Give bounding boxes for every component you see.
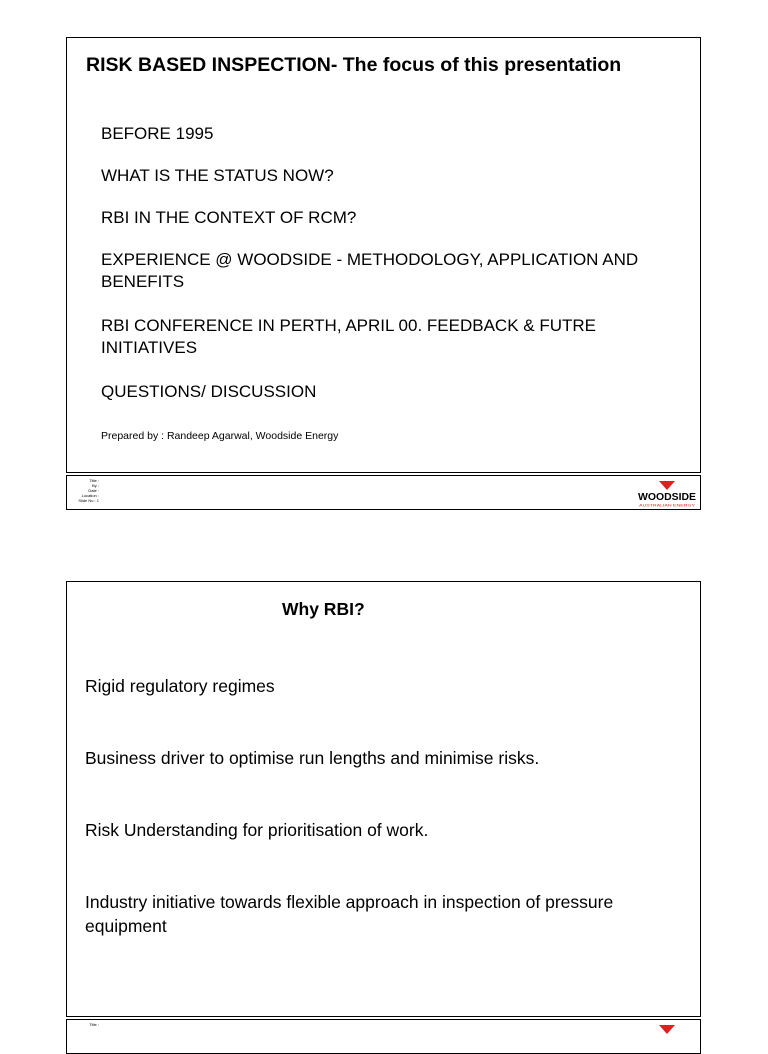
list-item: RBI CONFERENCE IN PERTH, APRIL 00. FEEDBACK & FUTRE INITIATIVES	[101, 316, 596, 357]
slide-1	[66, 37, 701, 473]
woodside-logo	[637, 1024, 697, 1052]
slide-1-footer	[66, 475, 701, 510]
footer-location-label: Location :	[81, 493, 99, 498]
svg-text:WOODSIDE: WOODSIDE	[638, 492, 697, 503]
slide-2	[66, 581, 701, 1017]
slide-2-footer	[66, 1019, 701, 1054]
prepared-by: Prepared by : Randeep Agarwal, Woodside Energy	[101, 430, 339, 442]
footer-date-label: Date :	[88, 488, 99, 493]
footer-by-label: By :	[92, 483, 99, 488]
slide-2-title: Why RBI?	[282, 599, 365, 619]
slide-1-title: RISK BASED INSPECTION- The focus of this presentation	[86, 54, 622, 76]
woodside-logo	[637, 480, 697, 508]
list-item: QUESTIONS/ DISCUSSION	[101, 382, 317, 401]
footer-meta	[69, 1022, 99, 1027]
svg-text:AUSTRALIAN ENERGY: AUSTRALIAN ENERGY	[639, 502, 696, 508]
footer-title-label: Title :	[89, 478, 99, 483]
list-item: RBI IN THE CONTEXT OF RCM?	[101, 208, 357, 227]
slide-1-list	[101, 123, 681, 423]
list-item: WHAT IS THE STATUS NOW?	[101, 166, 334, 185]
list-item: Business driver to optimise run lengths and minimise risks.	[85, 748, 540, 768]
footer-title-label: Title :	[89, 1022, 99, 1027]
footer-slide-no-label: Slide No : 1	[78, 498, 99, 503]
list-item: EXPERIENCE @ WOODSIDE - METHODOLOGY, APPLICATION AND BENEFITS	[101, 250, 639, 291]
list-item: Industry initiative towards flexible approach in inspection of pressure equipment	[85, 892, 614, 936]
list-item: Risk Understanding for prioritisation of work.	[85, 820, 429, 840]
list-item: BEFORE 1995	[101, 124, 214, 143]
footer-meta	[69, 478, 99, 503]
list-item: Rigid regulatory regimes	[85, 676, 275, 696]
slide-2-list	[85, 674, 665, 986]
